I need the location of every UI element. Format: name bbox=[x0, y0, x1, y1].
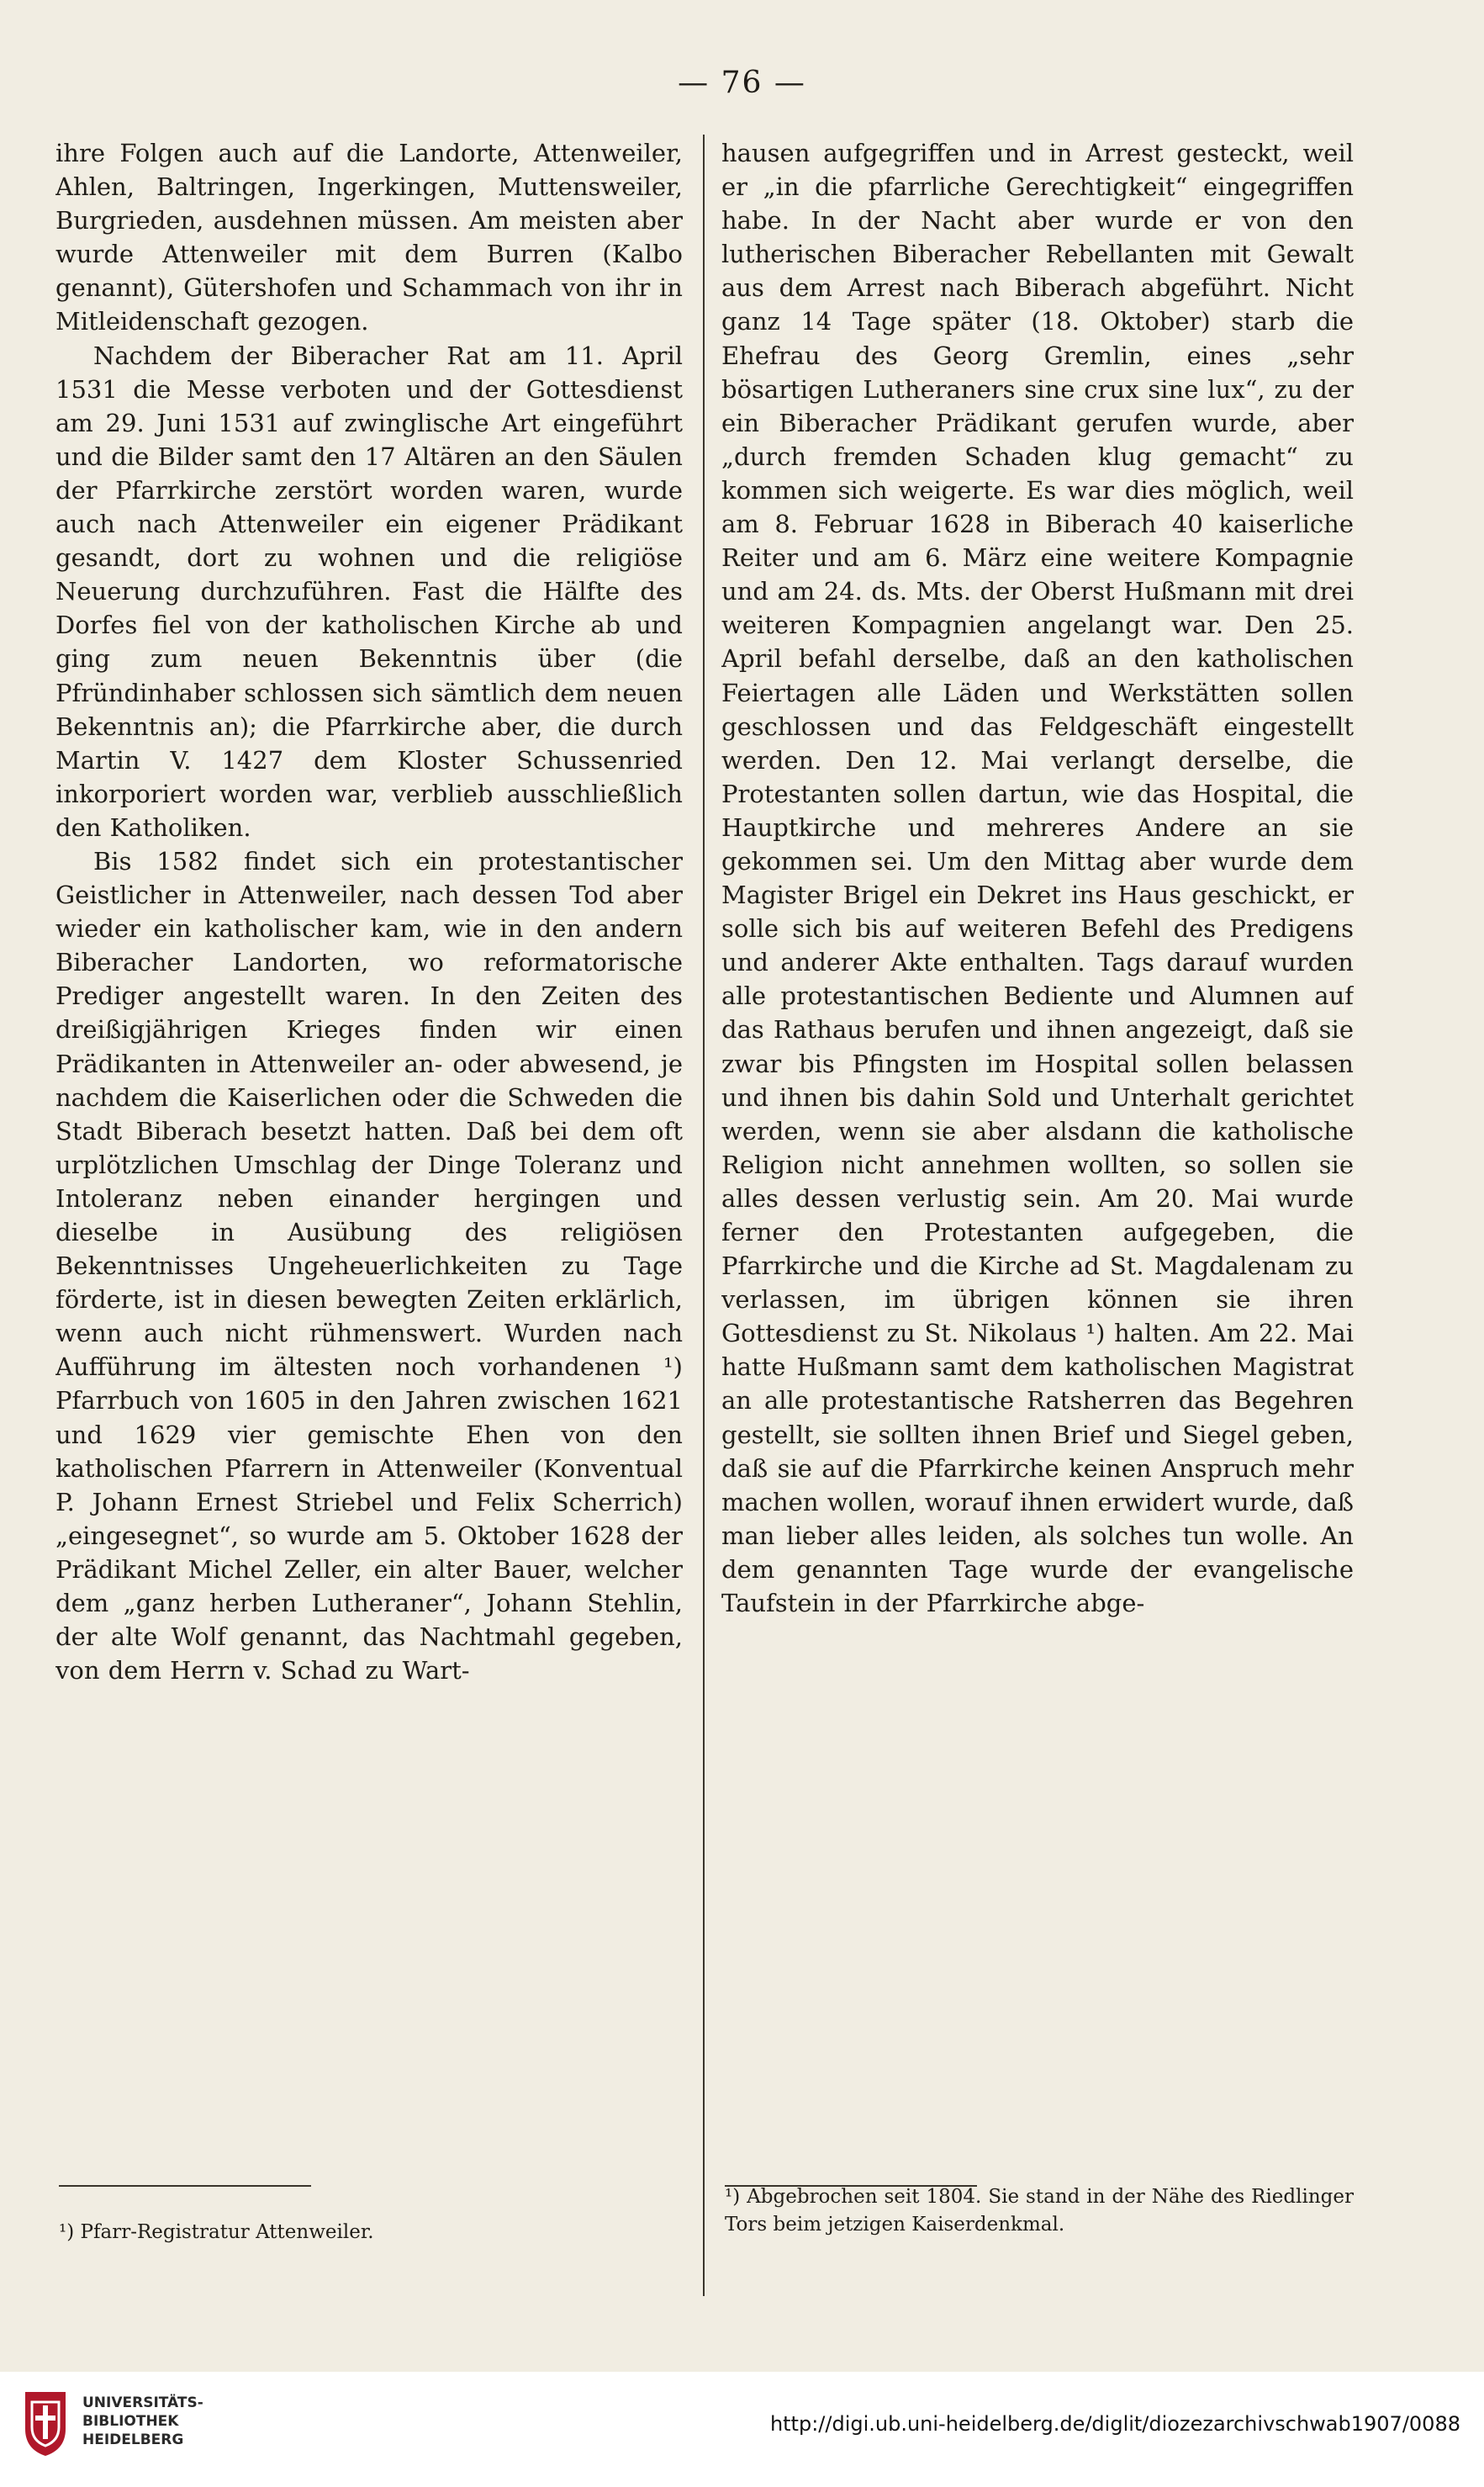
footnote-left: ¹) Pfarr-Registratur Attenweiler. bbox=[59, 2221, 374, 2243]
paragraph: Nachdem der Biberacher Rat am 11. April 1531 die Messe verboten und der Gottesdienst am 29. Juni 1531 auf zwinglische Art eingeführt und die Bilder samt den 17 Altären an den Säulen der Pfarrkirche zerstört worden waren, wurde auch nach Attenweiler ein eigener Prädikant gesandt, dort zu wohnen und die religiöse Neuerung durchzuführen. Fast die Hälfte des Dorfes fiel von der katholischen Kirche ab und ging zum neuen Bekenntnis über (die Pfründinhaber schlossen sich sämtlich dem neuen Bekenntnis an); die Pfarrkirche aber, die durch Martin V. 1427 dem Kloster Schussenried inkorporiert worden war, verblieb ausschließlich den Katholiken. bbox=[55, 341, 683, 842]
footnote-right: ¹) Abgebrochen seit 1804. Sie stand in der Nähe des Riedlinger Tors beim jetzigen Kaiserdenkmal. bbox=[725, 2186, 1354, 2236]
source-url-link[interactable]: http://digi.ub.uni-heidelberg.de/diglit/diozezarchivschwab1907/0088 bbox=[769, 2412, 1460, 2436]
library-name: UNIVERSITÄTS- BIBLIOTHEK HEIDELBERG bbox=[82, 2394, 203, 2448]
left-column bbox=[55, 136, 683, 2172]
page-number: — 76 — bbox=[678, 66, 806, 100]
footnote-rule-left bbox=[59, 2185, 311, 2187]
university-seal-icon bbox=[18, 2387, 72, 2459]
right-column bbox=[721, 136, 1354, 2172]
footer-bar bbox=[0, 2372, 1484, 2487]
paragraph: ihre Folgen auch auf die Landorte, Attenweiler, Ahlen, Baltringen, Ingerkingen, Muttensweiler, Burgrieden, ausdehnen müssen. Am meisten aber wurde Attenweiler mit dem Burren (Kalbo genannt), Gütershofen und Schammach von ihr in Mitleidenschaft gezogen. bbox=[55, 139, 683, 336]
paragraph: Bis 1582 findet sich ein protestantischer Geistlicher in Attenweiler, nach dessen Tod aber wieder ein katholischer kam, wie in den andern Biberacher Landorten, wo reformatorische Prediger angestellt waren. In den Zeiten des dreißigjährigen Krieges finden wir einen Prädikanten in Attenweiler an- oder abwesend, je nachdem die Kaiserlichen oder die Schweden die Stadt Biberach besetzt hatten. Daß bei dem oft urplötzlichen Umschlag der Dinge Toleranz und Intoleranz neben einander hergingen und dieselbe in Ausübung des religiösen Bekenntnisses Ungeheuerlichkeiten zu Tage förderte, ist in diesen bewegten Zeiten erklärlich, wenn auch nicht rühmenswert. Wurden nach Aufführung im ältesten noch vorhandenen ¹) Pfarrbuch von 1605 in den Jahren zwischen 1621 und 1629 vier gemischte Ehen von den katholischen Pfarrern in Attenweiler (Konventual P. Johann Ernest Striebel und Felix Scherrich) „eingesegnet“, so wurde am 5. Oktober 1628 der Prädikant Michel Zeller, ein alter Bauer, welcher dem „ganz herben Lutheraner“, Johann Stehlin, der alte Wolf genannt, das Nachtmahl gegeben, von dem Herrn v. Schad zu Wart- bbox=[55, 846, 683, 1685]
paragraph: hausen aufgegriffen und in Arrest gesteckt, weil er „in die pfarrliche Gerechtigkeit“ eingegriffen habe. In der Nacht aber wurde er von den lutherischen Biberacher Rebellanten mit Gewalt aus dem Arrest nach Biberach abgeführt. Nicht ganz 14 Tage später (18. Oktober) starb die Ehefrau des Georg Gremlin, eines „sehr bösartigen Lutheraners sine crux sine lux“, zu der ein Biberacher Prädikant gerufen wurde, aber „durch fremden Schaden klug gemacht“ zu kommen sich weigerte. Es war dies möglich, weil am 8. Februar 1628 in Biberach 40 kaiserliche Reiter und am 6. März eine weitere Kompagnie und am 24. ds. Mts. der Oberst Hußmann mit drei weiteren Kompagnien angelangt war. Den 25. April befahl derselbe, daß an den katholischen Feiertagen alle Läden und Werkstätten sollen geschlossen und das Feldgeschäft eingestellt werden. Den 12. Mai verlangt derselbe, die Protestanten sollen dartun, wie das Hospital, die Hauptkirche und mehreres Andere an sie gekommen sei. Um den Mittag aber wurde dem Magister Brigel ein Dekret ins Haus geschickt, er solle sich bis auf weiteren Befehl des Predigens und anderer Akte enthalten. Tags darauf wurden alle protestantischen Bediente und Alumnen auf das Rathaus berufen und ihnen angezeigt, daß sie zwar bis Pfingsten im Hospital sollen belassen und ihnen bis dahin Sold und Unterhalt gerichtet werden, wenn sie aber alsdann die katholische Religion nicht annehmen wollten, so sollen sie alles dessen verlustig sein. Am 20. Mai wurde ferner den Protestanten aufgegeben, die Pfarrkirche und die Kirche ad St. Magdalenam zu verlassen, im übrigen können sie ihren Gottesdienst zu St. Nikolaus ¹) halten. Am 22. Mai hatte Hußmann samt dem katholischen Magistrat an alle protestantische Ratsherren das Begehren gestellt, sie sollten ihnen Brief und Siegel geben, daß sie auf die Pfarrkirche keinen Anspruch mehr machen wollen, worauf ihnen erwidert wurde, daß man lieber alles leiden, als solches tun wolle. An dem genannten Tage wurde der evangelische Taufstein in der Pfarrkirche abge- bbox=[721, 139, 1354, 1618]
column-divider bbox=[703, 135, 705, 2296]
